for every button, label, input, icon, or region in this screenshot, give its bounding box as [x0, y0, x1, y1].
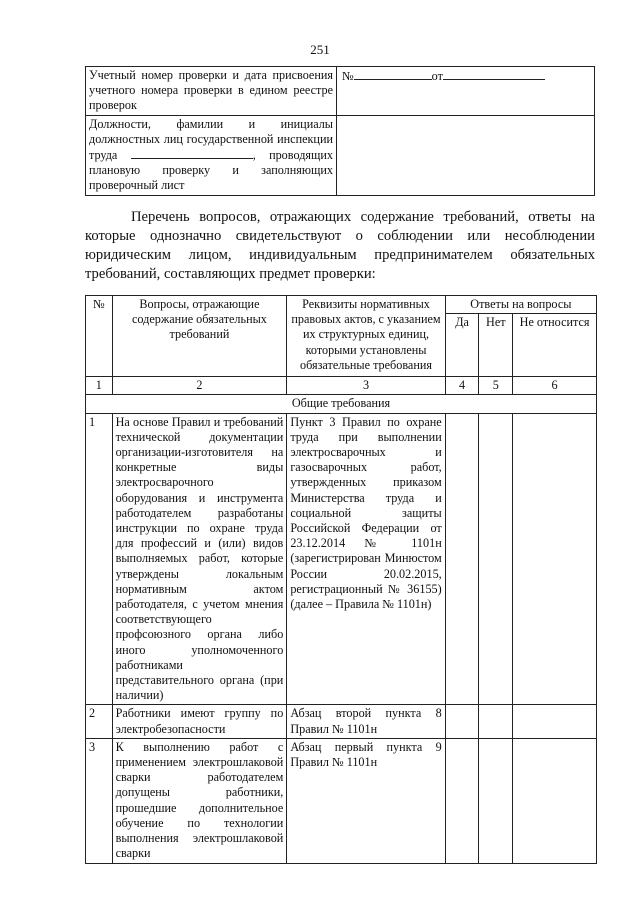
header-no: Нет: [479, 314, 513, 377]
page-number: 251: [310, 42, 330, 57]
inspectors-label-a: Должности, фамилии и инициалы должностных лиц государственной инспекции труда: [89, 116, 333, 163]
registry-date-prefix: от: [431, 69, 443, 83]
checklist-table: [85, 295, 597, 864]
group-title: Общие требования: [86, 395, 597, 413]
registry-number-label: Учетный номер проверки и дата присвоения учетного номера проверки в едином реестре проверок: [86, 67, 337, 116]
answer-yes-cell: [445, 413, 479, 705]
answer-na-cell: [513, 413, 597, 705]
inspectors-label: [86, 115, 337, 195]
inspection-info-table: [85, 66, 595, 196]
table-row: [86, 413, 597, 705]
answer-na-cell: [513, 705, 597, 738]
inspectors-label-b: , проводящих плановую проверку и заполняющих проверочный лист: [89, 148, 334, 193]
row-num: 2: [86, 705, 113, 738]
col-number: 6: [513, 377, 597, 395]
info-row-registry: [86, 67, 595, 116]
header-questions: Вопросы, отражающие содержание обязательных требований: [112, 296, 287, 377]
registry-num-blank: [354, 68, 432, 80]
answer-yes-cell: [445, 738, 479, 863]
col-number: 4: [445, 377, 479, 395]
answer-no-cell: [479, 738, 513, 863]
registry-date-blank: [443, 68, 545, 80]
registry-num-prefix: №: [342, 69, 354, 83]
row-question: К выполнению работ с применением электрошлаковой сварки работодателем допущены работники, прошедшие дополнительное обучение по технологии выполнения электрошлаковой сварки: [112, 738, 287, 863]
header-answers: Ответы на вопросы: [445, 296, 596, 314]
answer-no-cell: [479, 413, 513, 705]
answer-no-cell: [479, 705, 513, 738]
row-requisite: Абзац первый пункта 9 Правил № 1101н: [287, 738, 445, 863]
column-number-row: [86, 377, 597, 395]
row-requisite: Пункт 3 Правил по охране труда при выполнении электросварочных и газосварочных работ, утвержденных приказом Министерства труда и социальной защиты Российской Федерации от 23.12.2014 № 1101н (зарегистрирован Минюстом России 20.02.2015, регистрационный № 36155) (далее – Правила № 1101н): [287, 413, 445, 705]
row-num: 3: [86, 738, 113, 863]
group-row: [86, 395, 597, 413]
info-row-inspectors: [86, 115, 595, 195]
row-question: На основе Правил и требований технической документации организации-изготовителя на конкретные виды электросварочного оборудования и инструмента работодателем разработаны инструкции по охране труда для профессий и (или) видов выполняемых работ, которые утверждены локальным нормативным актом работодателя, с учетом мнения соответствующего профсоюзного органа либо иного уполномоченного работниками представительного органа (при наличии): [112, 413, 287, 705]
table-row: [86, 738, 597, 863]
answer-na-cell: [513, 738, 597, 863]
header-row: [86, 296, 597, 314]
registry-number-field: [337, 67, 595, 116]
inspectors-blank: [131, 147, 253, 159]
table-row: [86, 705, 597, 738]
col-number: 3: [287, 377, 445, 395]
col-number: 5: [479, 377, 513, 395]
answer-yes-cell: [445, 705, 479, 738]
col-number: 1: [86, 377, 113, 395]
header-requisites: Реквизиты нормативных правовых актов, с указанием их структурных единиц, которыми установлены обязательные требования: [287, 296, 445, 377]
inspectors-field: [337, 115, 595, 195]
row-requisite: Абзац второй пункта 8 Правил № 1101н: [287, 705, 445, 738]
checklist-heading: Перечень вопросов, отражающих содержание требований, ответы на которые однозначно свидетельствуют о соблюдении или несоблюдении юридическим лицом, индивидуальным предпринимателем обязательных требований, составляющих предмет проверки:: [85, 209, 595, 282]
header-na: Не относится: [513, 314, 597, 377]
header-yes: Да: [445, 314, 479, 377]
row-question: Работники имеют группу по электробезопасности: [112, 705, 287, 738]
row-num: 1: [86, 413, 113, 705]
col-number: 2: [112, 377, 287, 395]
header-num: №: [86, 296, 113, 377]
